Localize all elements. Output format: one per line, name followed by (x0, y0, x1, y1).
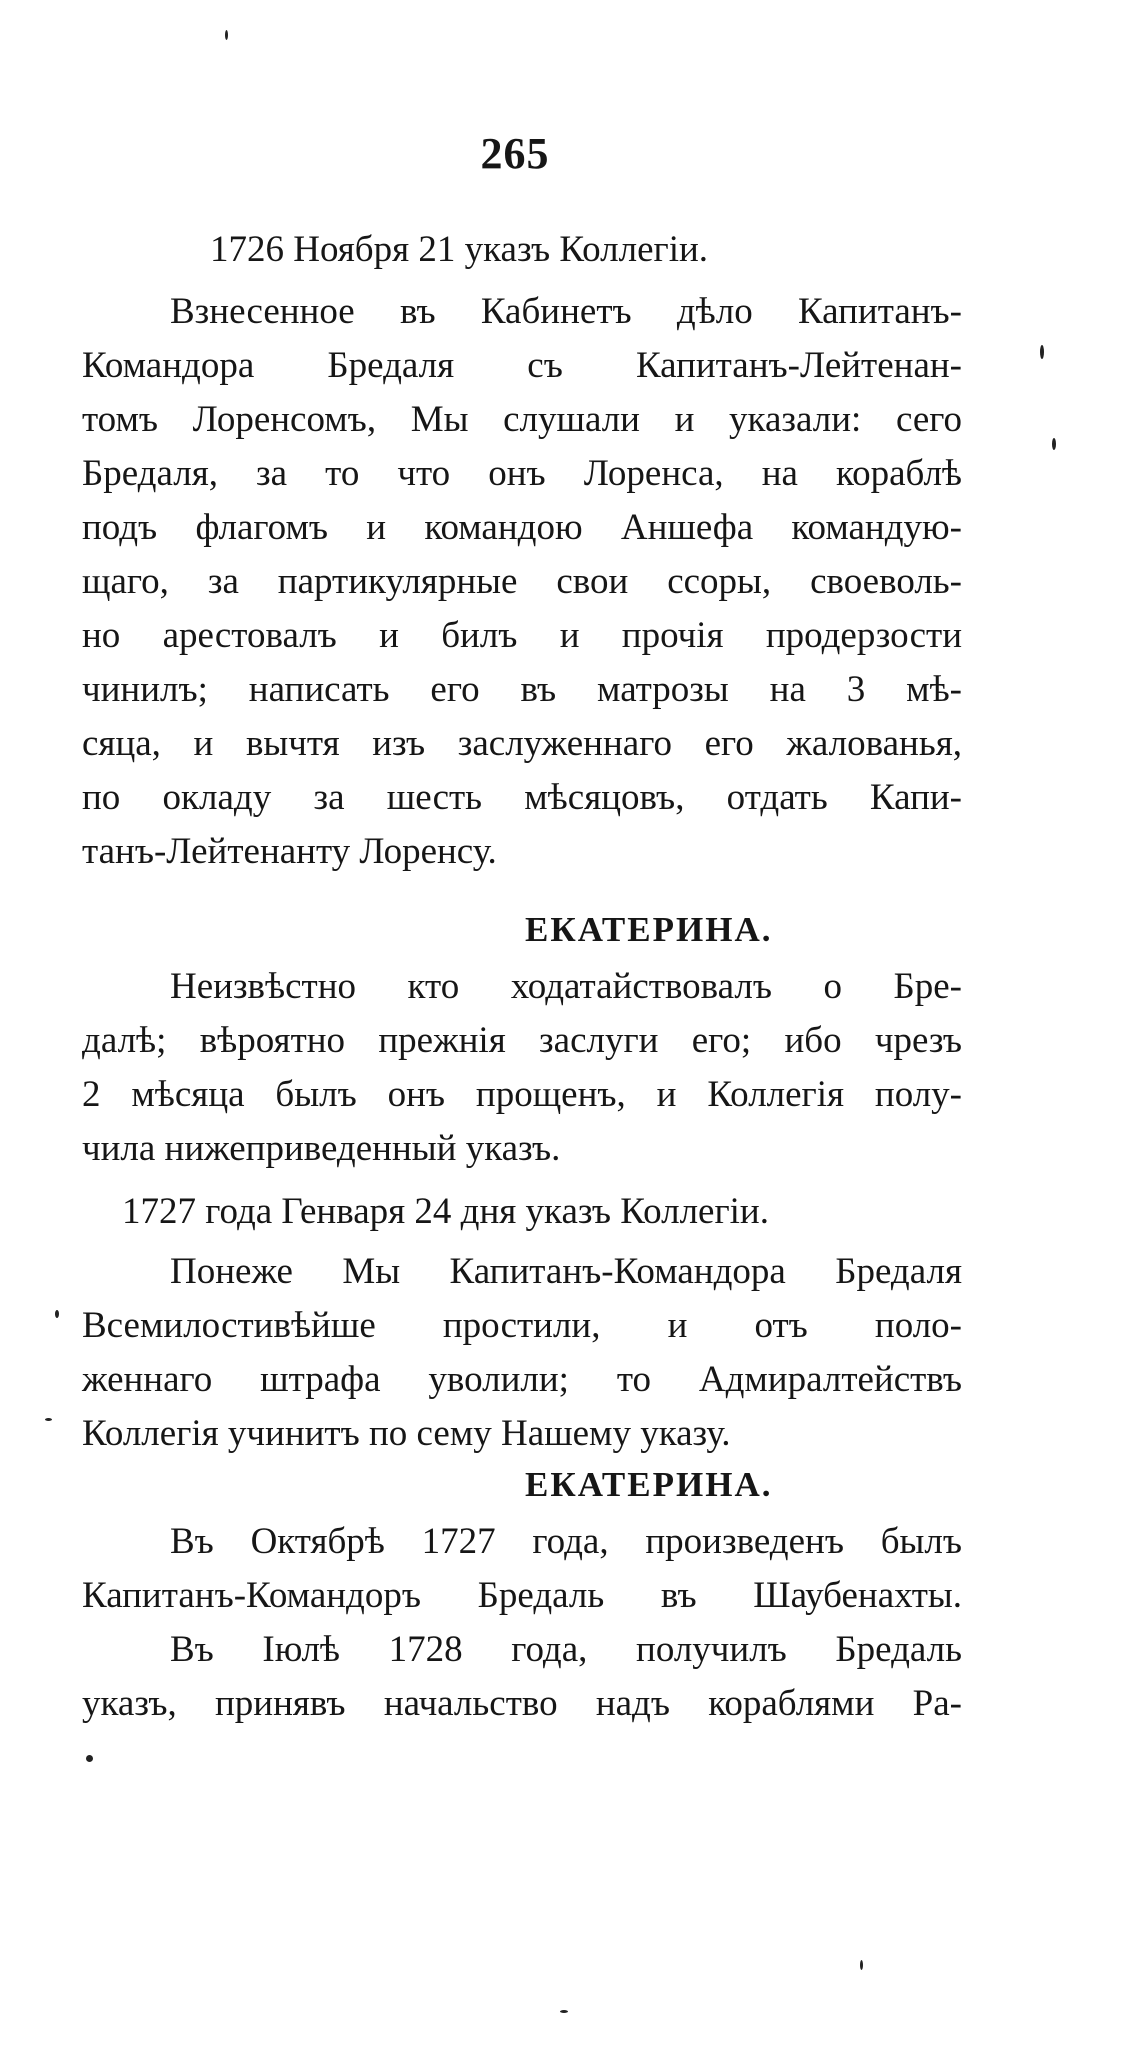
scan-speck (560, 2010, 568, 2013)
decree-text-1727 (82, 1245, 962, 1461)
text-line: щаго, за партикулярные свои ссоры, своеволь- (82, 561, 962, 602)
scan-speck (1040, 345, 1044, 359)
text-line: Бредаля, за то что онъ Лоренса, на кораблѣ (82, 453, 962, 494)
narrative-paragraph (82, 1515, 962, 1731)
text-line: томъ Лоренсомъ, Мы слушали и указали: сего (82, 399, 962, 440)
text-line: Капитанъ-Командоръ Бредаль въ Шаубенахты. (82, 1575, 962, 1616)
decree-heading-1727: 1727 года Генваря 24 дня указъ Коллегіи. (122, 1191, 769, 1232)
text-line: Командора Бредаля съ Капитанъ-Лейтенан- (82, 345, 962, 386)
decree-text-1726 (82, 285, 962, 879)
page-number: 265 (480, 129, 550, 178)
text-line: чинилъ; написать его въ матрозы на 3 мѣ- (82, 669, 962, 710)
scan-speck (1052, 438, 1056, 450)
text-line: чила нижеприведенный указъ. (82, 1128, 561, 1169)
scan-speck (225, 30, 228, 40)
text-line: Въ Іюлѣ 1728 года, получилъ Бредаль (170, 1629, 962, 1670)
commentary-paragraph (82, 960, 962, 1176)
text-line: Взнесенное въ Кабинетъ дѣло Капитанъ- (170, 291, 962, 332)
text-line: Понеже Мы Капитанъ-Командора Бредаля (170, 1251, 962, 1292)
signature-ekaterina-1: ЕКАТЕРИНА. (525, 910, 773, 949)
text-line: указъ, принявъ начальство надъ кораблями Ра- (82, 1683, 962, 1724)
text-line: Коллегія учинитъ по сему Нашему указу. (82, 1413, 731, 1454)
text-line: по окладу за шесть мѣсяцовъ, отдать Капи- (82, 777, 962, 818)
decree-heading-1726: 1726 Ноября 21 указъ Коллегіи. (210, 229, 709, 270)
scan-speck (45, 1418, 52, 1421)
text-line: подъ флагомъ и командою Аншефа командую- (82, 507, 962, 548)
text-line: сяца, и вычтя изъ заслуженнаго его жалованья, (82, 723, 962, 764)
text-line: Всемилостивѣйше простили, и отъ поло- (82, 1305, 962, 1346)
scan-speck (860, 1960, 863, 1970)
text-line: далѣ; вѣроятно прежнія заслуги его; ибо чрезъ (82, 1020, 962, 1061)
text-line: 2 мѣсяца былъ онъ прощенъ, и Коллегія полу- (82, 1074, 962, 1115)
scan-speck (86, 1755, 93, 1762)
text-line: но арестовалъ и билъ и прочія продерзости (82, 615, 962, 656)
text-line: Неизвѣстно кто ходатайствовалъ о Бре- (170, 966, 962, 1007)
text-line: Въ Октябрѣ 1727 года, произведенъ былъ (170, 1521, 962, 1562)
text-line: женнаго штрафа уволили; то Адмиралтействъ (82, 1359, 962, 1400)
text-line: танъ-Лейтенанту Лоренсу. (82, 831, 497, 872)
scan-speck (55, 1310, 59, 1318)
signature-ekaterina-2: ЕКАТЕРИНА. (525, 1465, 773, 1504)
